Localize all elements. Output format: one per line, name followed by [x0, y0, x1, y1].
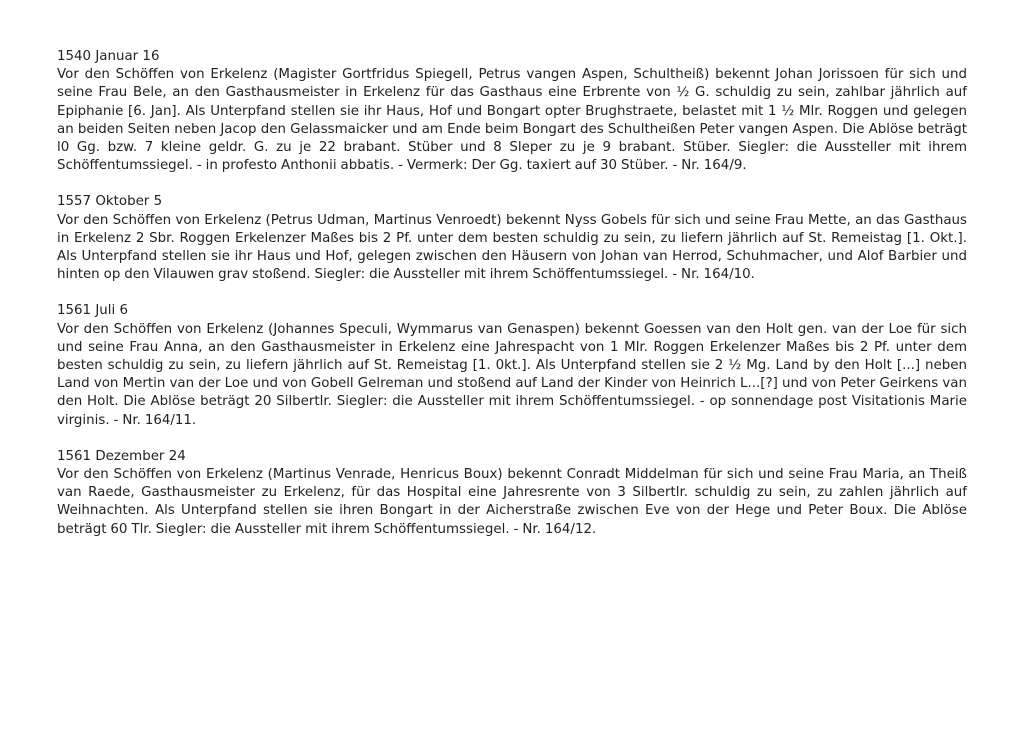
- entry-1557-oktober-5: [57, 193, 967, 284]
- entry-text: Vor den Schöffen von Erkelenz (Petrus Udman, Martinus Venroedt) bekennt Nyss Gobels für sich und seine Frau Mette, an das Gasthaus in Erkelenz 2 Sbr. Roggen Erkelenzer Maßes bis 2 Pf. unter dem besten schuldig zu sein, zu liefern jährlich auf St. Remeistag [1. Okt.]. Als Unterpfand stellen sie ihr Haus und Hof, gelegen zwischen den Häusern von Johan van Herrod, Schuhmacher, und Alof Barbier und hinten op den Vilauwen grav stoßend. Siegler: die Aussteller mit ihrem Schöffentumssiegel. - Nr. 164/10.: [57, 212, 967, 283]
- entry-text: Vor den Schöffen von Erkelenz (Magister Gortfridus Spiegell, Petrus vangen Aspen, Schultheiß) bekennt Johan Jorissoen für sich und seine Frau Bele, an den Gasthausmeister in Erkelenz für das Gasthaus eine Erbrente von ½ G. schuldig zu sein, zahlbar jährlich auf Epiphanie [6. Jan]. Als Unterpfand stellen sie ihr Haus, Hof und Bongart opter Brughstraete, belastet mit 1 ½ Mlr. Roggen und gelegen an beiden Seiten neben Jacop den Gelassmaicker und am Ende beim Bongart des Schultheißen Peter vangen Aspen. Die Ablöse beträgt l0 Gg. bzw. 7 kleine geldr. G. zu je 22 brabant. Stüber und 8 Sleper zu je 9 brabant. Stüber. Siegler: die Aussteller mit ihrem Schöffentumssiegel. - in profesto Anthonii abbatis. - Vermerk: Der Gg. taxiert auf 30 Stüber. - Nr. 164/9.: [57, 67, 967, 174]
- entry-1561-dezember-24: [57, 448, 967, 539]
- entry-date: 1557 Oktober 5: [57, 194, 163, 210]
- entry-text: Vor den Schöffen von Erkelenz (Martinus Venrade, Henricus Boux) bekennt Conradt Middelman für sich und seine Frau Maria, an Theiß van Raede, Gasthausmeister zu Erkelenz, für das Hospital eine Jahresrente von 3 Silbertlr. schuldig zu sein, zu zahlen jährlich auf Weihnachten. Als Unterpfand stellen sie ihren Bongart in der Aicherstraße zwischen Eve von der Hege und Peter Boux. Die Ablöse beträgt 60 Tlr. Siegler: die Aussteller mit ihrem Schöffentumssiegel. - Nr. 164/12.: [57, 467, 967, 537]
- entry-text: Vor den Schöffen von Erkelenz (Johannes Speculi, Wymmarus van Genaspen) bekennt Goessen van den Holt gen. van der Loe für sich und seine Frau Anna, an den Gasthausmeister in Erkelenz eine Jahrespacht von 1 Mlr. Roggen Erkelenzer Maßes bis 2 Pf. unter dem besten schuldig zu sein, zu liefern jährlich auf St. Remeistag [1. 0kt.]. Als Unterpfand stellen sie 2 ½ Mg. Land by den Holt [...] neben Land von Mertin van der Loe und von Gobell Gelreman und stoßend auf Land der Kinder von Heinrich L...[?] und von Peter Geirkens van den Holt. Die Ablöse beträgt 20 Silbertlr. Siegler: die Aussteller mit ihrem Schöffentumssiegel. - op sonnendage post Visitationis Marie virginis. - Nr. 164/11.: [57, 321, 967, 428]
- document-page: [57, 48, 967, 557]
- entry-date: 1540 Januar 16: [57, 49, 160, 64]
- entry-date: 1561 Dezember 24: [57, 448, 186, 464]
- entry-1540-januar-16: [57, 48, 967, 175]
- entry-1561-juli-6: [57, 302, 967, 429]
- entry-date: 1561 Juli 6: [57, 303, 128, 319]
